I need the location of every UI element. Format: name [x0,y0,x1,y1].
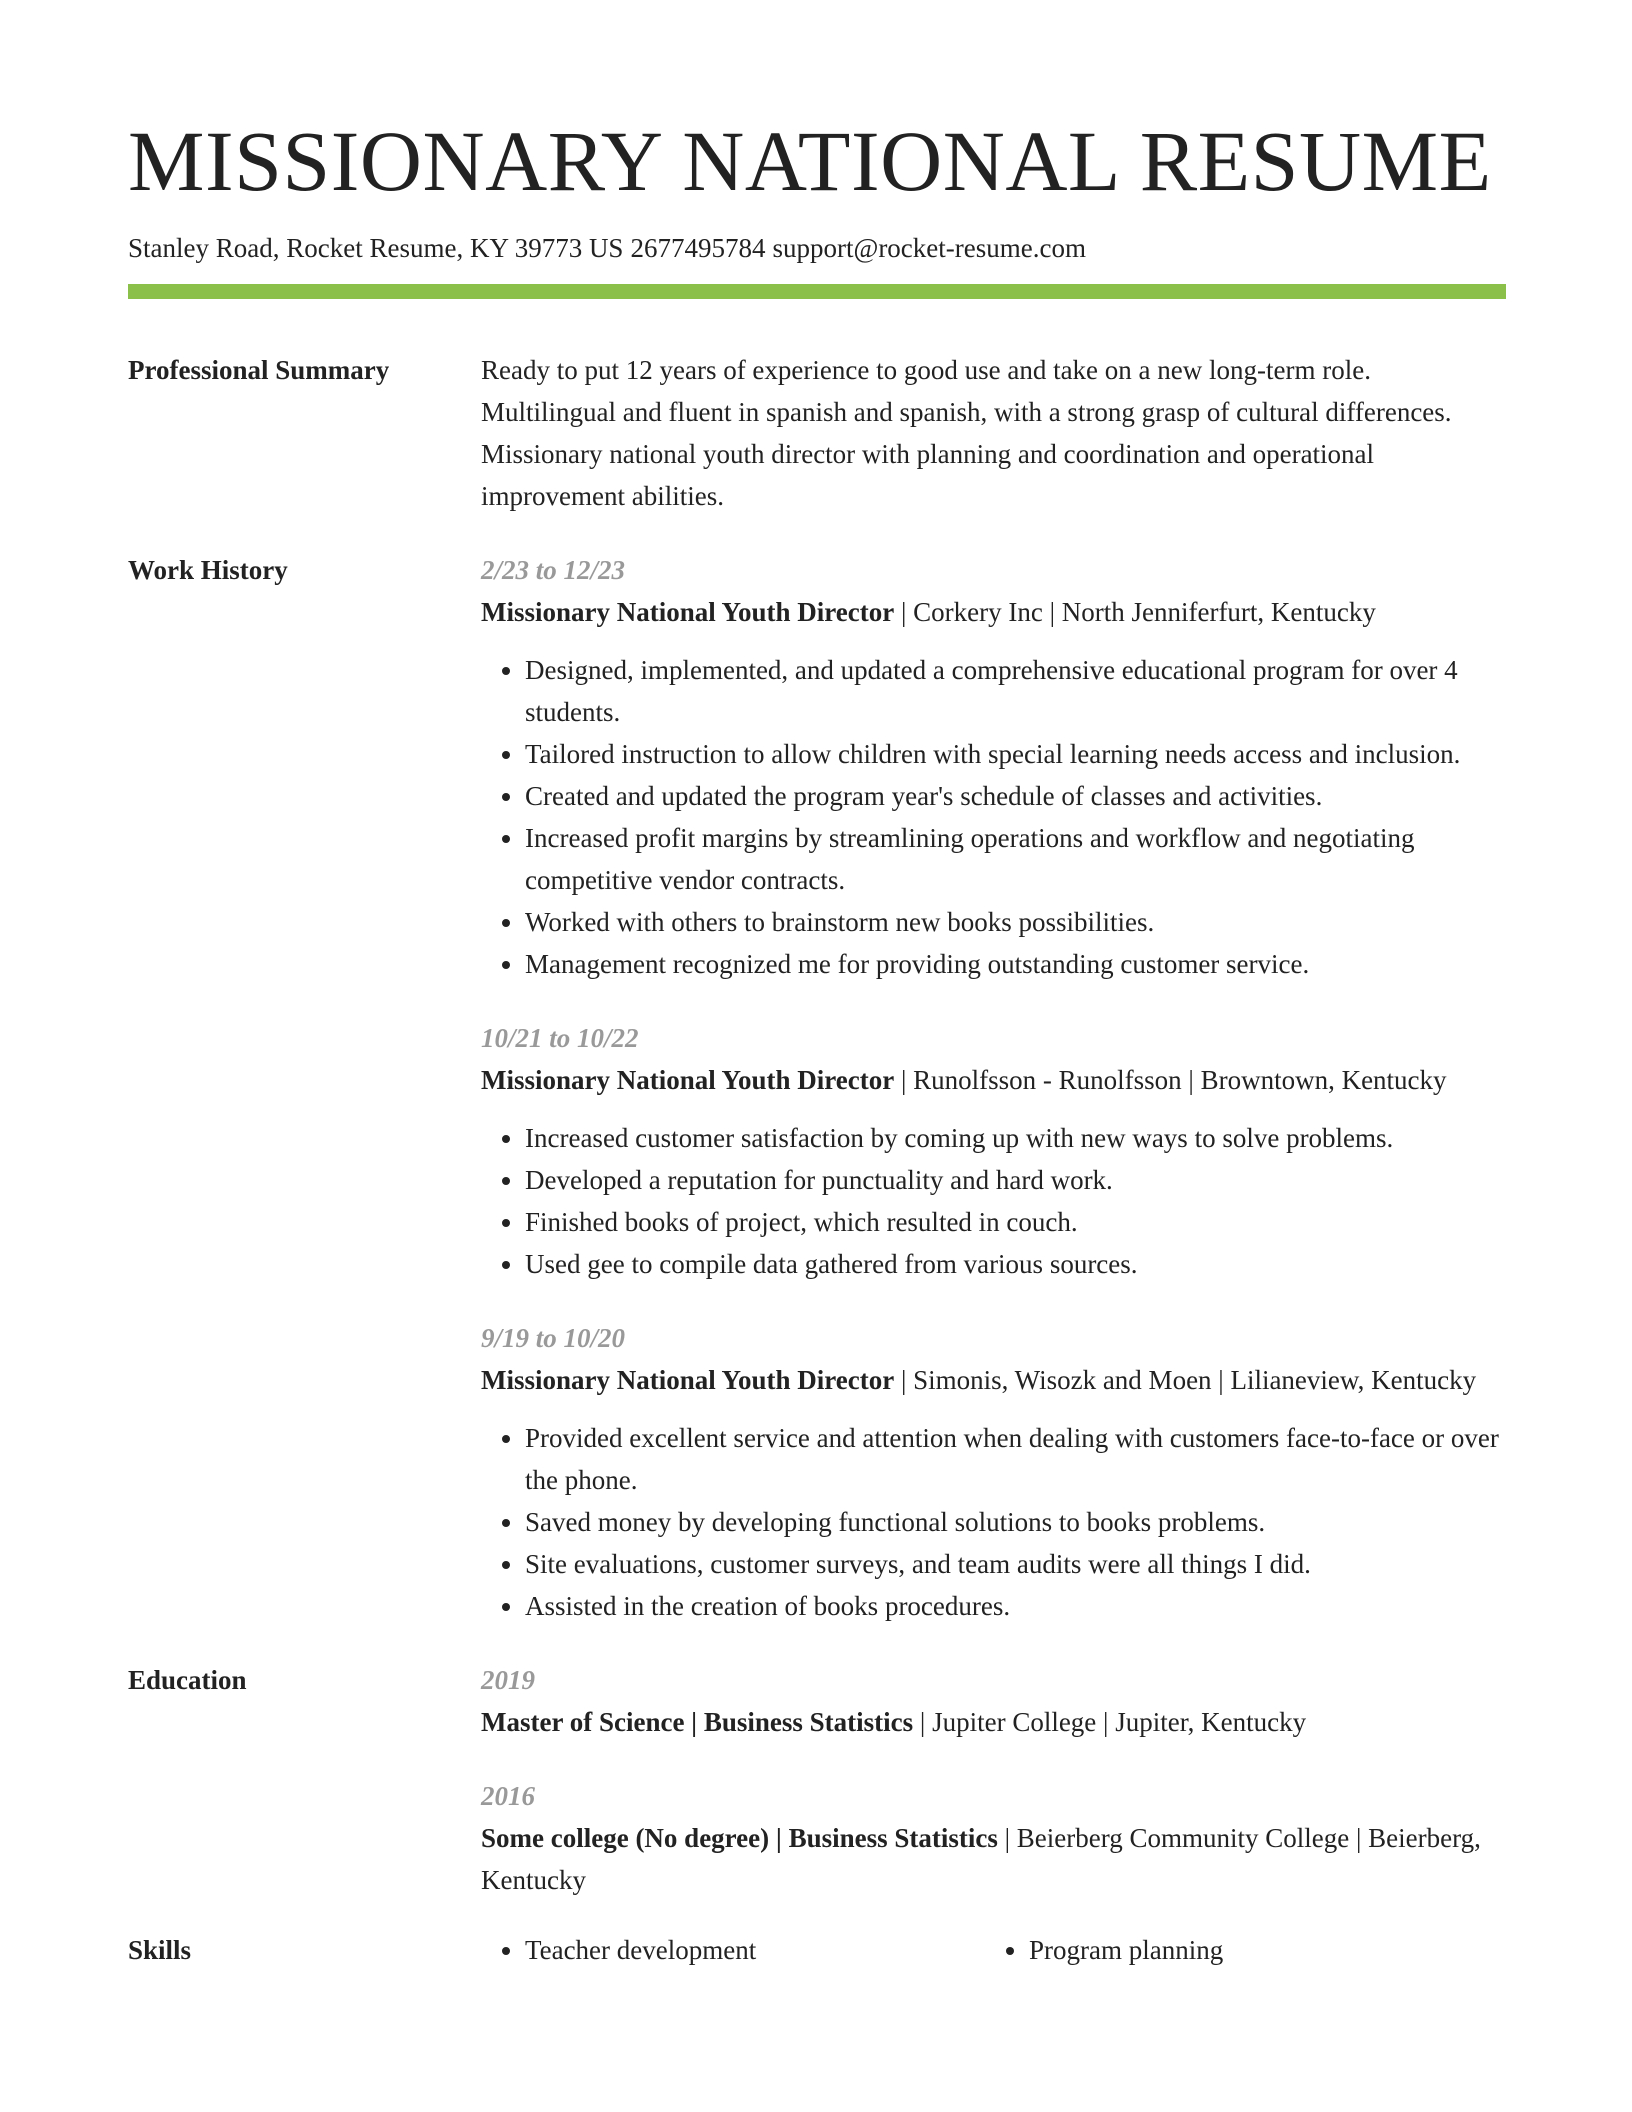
job-title: Missionary National Youth Director [481,1065,895,1096]
education-degree: Some college (No degree) | Business Statistics [481,1823,998,1854]
education-details: | Beierberg Community College | Beierberg, Kentucky [481,1823,1481,1896]
job-title: Missionary National Youth Director [481,597,895,628]
education-entry [481,1775,1506,1901]
job-title-line [481,1059,1506,1101]
job-details: | Corkery Inc | North Jenniferfurt, Kentucky [894,597,1376,628]
education-entry [481,1659,1506,1743]
skills-column-right [985,1929,1489,1971]
job-dates: 9/19 to 10/20 [481,1323,626,1354]
job-title: Missionary National Youth Director [481,1365,895,1396]
education-line [481,1701,1506,1743]
contact-line [128,232,1506,264]
list-item: • Created and updated the program year's schedule of classes and activities. [525,775,1506,817]
job-bullets [481,1117,1506,1285]
education-year: 2019 [481,1665,535,1696]
list-item: • Provided excellent service and attention when dealing with customers face-to-face or over the phone. [525,1417,1506,1501]
job-dates: 10/21 to 10/22 [481,1023,639,1054]
contact-email: support@rocket-resume.com [772,233,1086,263]
job-entry [481,1017,1506,1285]
section-work-history [128,549,1506,1627]
contact-address: Stanley Road, Rocket Resume, KY 39773 US [128,233,624,263]
list-item: • Site evaluations, customer surveys, and team audits were all things I did. [525,1543,1506,1585]
job-details: | Simonis, Wisozk and Moen | Lilianeview, Kentucky [894,1365,1477,1396]
section-skills [128,1929,1506,1971]
section-label-skills: Skills [128,1935,192,1966]
resume-name-heading: MISSIONARY NATIONAL RESUME [128,113,1492,209]
education-body [481,1659,1506,1901]
header-accent-rule [128,284,1506,299]
summary-text: Ready to put 12 years of experience to good use and take on a new long-term role. Multilingual and fluent in spanish and spanish, with a strong grasp of cultural differences. Missionary national youth director with planning and coordination and operational improvement abilities. [481,355,1452,512]
job-details: | Runolfsson - Runolfsson | Browntown, Kentucky [894,1065,1447,1096]
section-label-work-history: Work History [128,555,288,586]
skills-list [985,1929,1489,1971]
job-bullets [481,1417,1506,1627]
education-line [481,1817,1506,1901]
job-entry [481,549,1506,985]
contact-phone: 2677495784 [630,233,766,263]
list-item: • Management recognized me for providing outstanding customer service. [525,943,1506,985]
work-history-body [481,549,1506,1627]
list-item: • Designed, implemented, and updated a comprehensive educational program for over 4 students. [525,649,1506,733]
skills-body [481,1929,1506,1971]
list-item: • Worked with others to brainstorm new books possibilities. [525,901,1506,943]
list-item: • Increased customer satisfaction by coming up with new ways to solve problems. [525,1117,1506,1159]
list-item: • Teacher development [525,1929,985,1971]
section-label-summary: Professional Summary [128,355,390,386]
job-title-line [481,591,1506,633]
job-bullets [481,649,1506,985]
list-item: • Finished books of project, which resulted in couch. [525,1201,1506,1243]
section-education [128,1659,1506,1901]
skills-list [481,1929,985,1971]
job-dates: 2/23 to 12/23 [481,555,626,586]
list-item: • Increased profit margins by streamlining operations and workflow and negotiating competitive vendor contracts. [525,817,1506,901]
list-item: • Assisted in the creation of books procedures. [525,1585,1506,1627]
list-item: • Tailored instruction to allow children with special learning needs access and inclusion. [525,733,1506,775]
education-year: 2016 [481,1781,535,1812]
list-item: • Used gee to compile data gathered from various sources. [525,1243,1506,1285]
section-label-education: Education [128,1665,247,1696]
job-entry [481,1317,1506,1627]
skills-column-left [481,1929,985,1971]
list-item: • Saved money by developing functional solutions to books problems. [525,1501,1506,1543]
education-details: | Jupiter College | Jupiter, Kentucky [913,1707,1307,1738]
section-professional-summary [128,349,1506,517]
list-item: • Program planning [1029,1929,1489,1971]
list-item: • Developed a reputation for punctuality and hard work. [525,1159,1506,1201]
job-title-line [481,1359,1506,1401]
education-degree: Master of Science | Business Statistics [481,1707,914,1738]
